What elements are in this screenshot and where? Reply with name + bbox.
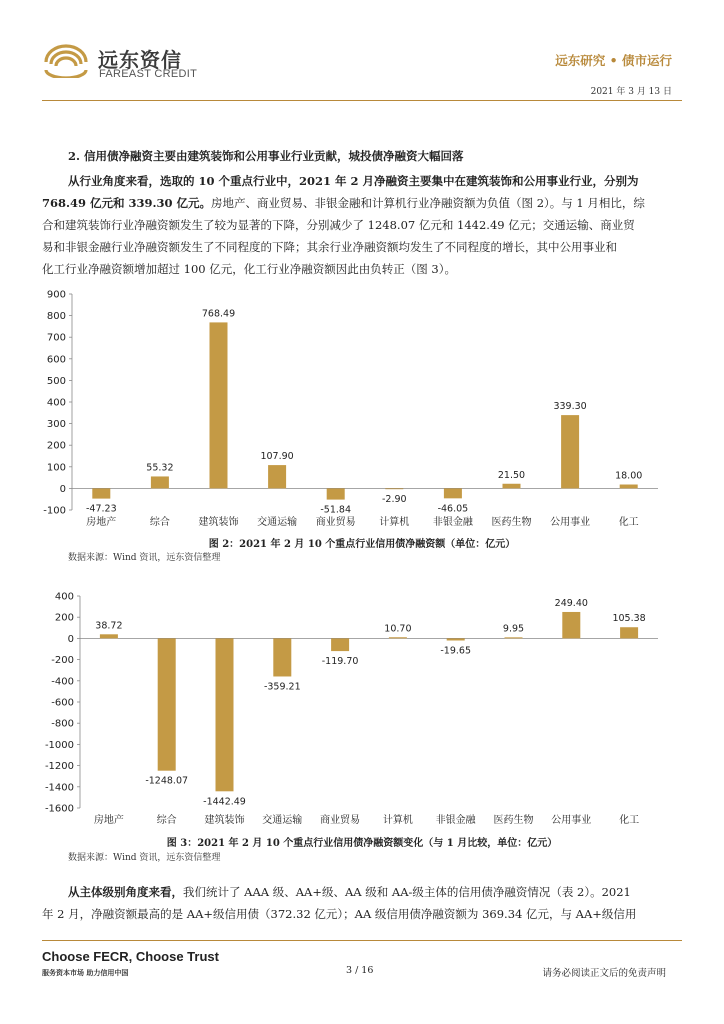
x-tick-label: 商业贸易 (315, 517, 356, 528)
data-label: -2.90 (382, 494, 407, 506)
bar-交通运输 (268, 465, 286, 488)
y-tick-label: -200 (51, 655, 74, 667)
x-tick-label: 交通运输 (257, 517, 298, 528)
bar-公用事业 (562, 612, 580, 638)
bar-房地产 (100, 634, 118, 638)
y-tick-label: 300 (46, 419, 66, 431)
footer-slogan: Choose FECR, Choose Trust (42, 949, 219, 964)
data-label: -1248.07 (145, 775, 189, 787)
bar-综合 (158, 638, 176, 770)
paragraph-rating (42, 881, 682, 925)
data-label: -46.05 (437, 503, 469, 515)
y-tick-label: -1000 (44, 739, 74, 751)
fareast-logo-icon (42, 40, 90, 78)
data-label: 9.95 (502, 623, 525, 635)
para1-line5: 化工行业净融资额增加超过 100 亿元，化工行业净融资额因此由负转正（图 3）。 (42, 262, 456, 276)
data-label: -47.23 (85, 503, 117, 515)
x-tick-label: 房地产 (86, 517, 117, 528)
para1-line1: 从行业角度来看，选取的 10 个重点行业中，2021 年 2 月净融资主要集中在建筑装饰和公用事业行业，分别为 (68, 174, 639, 188)
bar-房地产 (92, 488, 110, 498)
bar-商业贸易 (327, 488, 345, 499)
data-label: 18.00 (615, 470, 643, 482)
para1-line2: 房地产、商业贸易、非银金融和计算机行业净融资额为负值（图 2）。与 1 月相比，综 (211, 196, 645, 210)
y-tick-label: 400 (54, 591, 74, 603)
data-label: -19.65 (440, 645, 472, 657)
data-label: 105.38 (612, 613, 646, 625)
y-tick-label: 100 (46, 462, 66, 474)
bar-计算机 (385, 488, 403, 489)
x-tick-label: 公用事业 (550, 517, 591, 528)
data-label: -1442.49 (203, 796, 246, 808)
y-tick-label: 900 (46, 289, 66, 301)
bar-交通运输 (273, 638, 291, 676)
bar-非银金融 (444, 488, 462, 498)
chart2-caption: 图 3：2021 年 2 月 10 个重点行业信用债净融资额变化（与 1 月比较，单位：亿元） (166, 838, 558, 849)
bar-化工 (620, 627, 638, 638)
y-tick-label: 400 (46, 397, 66, 409)
bar-化工 (620, 485, 638, 489)
y-tick-label: 700 (46, 332, 66, 344)
y-tick-label: 0 (59, 483, 66, 495)
data-label: -51.84 (320, 504, 352, 516)
x-tick-label: 医药生物 (493, 815, 534, 826)
section-title: 2. 信用债净融资主要由建筑装饰和公用事业行业贡献，城投债净融资大幅回落 (68, 149, 464, 163)
chart-net-financing (42, 284, 682, 536)
para2-line1-bold: 从主体级别角度来看， (68, 885, 183, 899)
y-tick-label: -1200 (44, 761, 74, 773)
bar-计算机 (389, 637, 407, 638)
y-tick-label: 200 (46, 440, 66, 452)
x-tick-label: 综合 (149, 517, 170, 528)
para1-line4: 易和非银金融行业净融资额发生了不同程度的下降；其余行业净融资额均发生了不同程度的增长，其中公用事业和 (42, 240, 617, 254)
data-label: -359.21 (263, 681, 301, 693)
x-tick-label: 房地产 (93, 815, 124, 826)
x-tick-label: 综合 (156, 815, 177, 826)
bar-综合 (151, 476, 169, 488)
data-label: 55.32 (146, 462, 174, 474)
y-tick-label: -1600 (44, 803, 74, 815)
para1-line3: 合和建筑装饰行业净融资额发生了较为显著的下降，分别减少了 1248.07 亿元和 1442.49 亿元；交通运输、商业贸 (42, 218, 635, 232)
para2-line1: 我们统计了 AAA 级、AA+级、AA 级和 AA-级主体的信用债净融资情况（表 2）。2021 (183, 885, 631, 899)
y-tick-label: -800 (51, 718, 74, 730)
x-tick-label: 非银金融 (432, 517, 473, 528)
bar-非银金融 (447, 638, 465, 640)
y-tick-label: -1400 (44, 782, 74, 794)
bar-公用事业 (561, 415, 579, 488)
bar-建筑装饰 (216, 638, 234, 791)
y-tick-label: -400 (51, 676, 74, 688)
x-tick-label: 建筑装饰 (198, 517, 239, 528)
x-tick-label: 化工 (619, 815, 640, 826)
brand-name: 远东资信 (98, 48, 182, 72)
y-tick-label: -100 (43, 505, 66, 517)
y-tick-label: 500 (46, 375, 66, 387)
data-label: 38.72 (95, 620, 123, 632)
header-divider (42, 100, 682, 101)
data-label: 339.30 (553, 401, 587, 413)
y-tick-label: 0 (67, 633, 74, 645)
bar-建筑装饰 (210, 322, 228, 488)
bar-医药生物 (505, 637, 523, 638)
x-tick-label: 医药生物 (491, 517, 532, 528)
chart2-source: 数据来源：Wind 资讯，远东资信整理 (68, 853, 221, 863)
x-tick-label: 公用事业 (551, 815, 592, 826)
x-tick-label: 建筑装饰 (204, 815, 245, 826)
x-tick-label: 交通运输 (262, 815, 303, 826)
data-label: 107.90 (260, 451, 294, 463)
footer-divider (42, 940, 682, 941)
footer-subtitle: 服务资本市场 助力信用中国 (42, 969, 129, 977)
page-number: 3 / 16 (346, 965, 374, 976)
para1-line2-bold: 768.49 亿元和 339.30 亿元。 (42, 196, 212, 210)
report-date: 2021 年 3 月 13 日 (590, 87, 672, 97)
x-tick-label: 计算机 (382, 815, 413, 826)
x-tick-label: 非银金融 (435, 815, 476, 826)
data-label: 249.40 (554, 597, 588, 609)
brand-name-en: FAREAST CREDIT (99, 68, 198, 80)
x-tick-label: 计算机 (379, 517, 410, 528)
para2-line2: 年 2 月，净融资额最高的是 AA+级信用债（372.32 亿元）；AA 级信用债净融资额为 369.34 亿元，与 AA+级信用 (42, 907, 637, 921)
header-section-tag: 远东研究 • 债市运行 (555, 53, 672, 68)
y-tick-label: -600 (51, 697, 74, 709)
y-tick-label: 200 (54, 612, 74, 624)
chart1-source: 数据来源：Wind 资讯，远东资信整理 (68, 553, 221, 563)
bar-医药生物 (503, 484, 521, 489)
data-label: 21.50 (497, 469, 526, 481)
y-tick-label: 600 (46, 354, 66, 366)
paragraph-industry (42, 170, 682, 280)
chart1-caption: 图 2：2021 年 2 月 10 个重点行业信用债净融资额（单位：亿元） (208, 539, 516, 550)
data-label: -119.70 (321, 656, 359, 668)
chart-net-financing-change (42, 586, 682, 830)
x-tick-label: 化工 (618, 517, 639, 528)
data-label: 768.49 (201, 308, 236, 320)
footer-disclaimer: 请务必阅读正文后的免责声明 (542, 968, 666, 979)
data-label: 10.70 (384, 623, 412, 635)
x-tick-label: 商业贸易 (320, 815, 361, 826)
y-tick-label: 800 (46, 311, 66, 323)
bar-商业贸易 (331, 638, 349, 651)
